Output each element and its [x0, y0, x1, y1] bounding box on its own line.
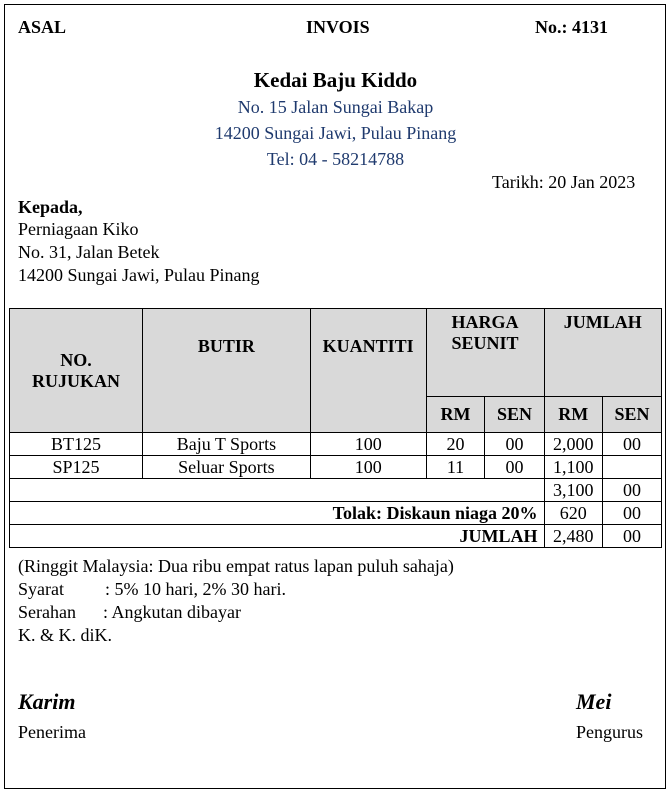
- table-row: [10, 456, 662, 479]
- invoice-table: [9, 308, 662, 548]
- grand-total-label: JUMLAH: [10, 525, 545, 548]
- shop-name: Kedai Baju Kiddo: [253, 68, 418, 92]
- col-header-price-rm: RM: [426, 397, 485, 433]
- col-header-price: HARGA SEUNIT: [426, 309, 544, 397]
- discount-rm: 620: [544, 502, 602, 525]
- shop-phone: Tel: 04 - 58214788: [266, 149, 405, 169]
- col-header-total: JUMLAH: [544, 309, 661, 397]
- recipient-address-2: 14200 Sungai Jawi, Pulau Pinang: [18, 265, 260, 285]
- row-item: Seluar Sports: [143, 456, 311, 479]
- row-total-rm: 2,000: [544, 433, 602, 456]
- receiver-signature: Karim: [18, 689, 76, 714]
- col-header-item: BUTIR: [143, 309, 311, 433]
- col-header-total-rm: RM: [544, 397, 602, 433]
- subtotal-rm: 3,100: [544, 479, 602, 502]
- errors-omissions: K. & K. diK.: [18, 625, 112, 645]
- row-price-rm: 11: [426, 456, 485, 479]
- invoice-date: Tarikh: 20 Jan 2023: [492, 172, 636, 192]
- shop-address-1: No. 15 Jalan Sungai Bakap: [237, 97, 434, 117]
- subtotal-row: [10, 479, 662, 502]
- recipient-label: Kepada,: [18, 197, 83, 217]
- row-ref: SP125: [10, 456, 143, 479]
- col-header-price-sen: SEN: [485, 397, 544, 433]
- terms-value: : 5% 10 hari, 2% 30 hari.: [105, 579, 286, 599]
- subtotal-sen: 00: [603, 479, 662, 502]
- row-total-rm: 1,100: [544, 456, 602, 479]
- row-total-sen: [603, 456, 662, 479]
- row-price-rm: 20: [426, 433, 485, 456]
- manager-signature: Mei: [576, 689, 612, 714]
- discount-label: Tolak: Diskaun niaga 20%: [10, 502, 545, 525]
- col-header-qty: KUANTITI: [310, 309, 426, 433]
- header-title: INVOIS: [306, 17, 370, 37]
- row-ref: BT125: [10, 433, 143, 456]
- terms-label: Syarat: [18, 579, 64, 599]
- grand-total-row: [10, 525, 662, 548]
- amount-in-words: (Ringgit Malaysia: Dua ribu empat ratus lapan puluh sahaja): [18, 556, 454, 576]
- grand-total-sen: 00: [603, 525, 662, 548]
- invoice-number: No.: 4131: [535, 17, 608, 37]
- row-item: Baju T Sports: [143, 433, 311, 456]
- discount-sen: 00: [603, 502, 662, 525]
- recipient-name: Perniagaan Kiko: [18, 219, 139, 239]
- manager-role: Pengurus: [576, 722, 643, 742]
- receiver-role: Penerima: [18, 722, 86, 742]
- row-total-sen: 00: [603, 433, 662, 456]
- row-price-sen: 00: [485, 456, 544, 479]
- row-qty: 100: [310, 433, 426, 456]
- discount-row: [10, 502, 662, 525]
- delivery-value: : Angkutan dibayar: [103, 602, 241, 622]
- grand-total-rm: 2,480: [544, 525, 602, 548]
- table-row: [10, 433, 662, 456]
- col-header-total-sen: SEN: [603, 397, 662, 433]
- row-price-sen: 00: [485, 433, 544, 456]
- row-qty: 100: [310, 456, 426, 479]
- col-header-ref: NO. RUJUKAN: [10, 309, 143, 433]
- shop-address-2: 14200 Sungai Jawi, Pulau Pinang: [214, 123, 457, 143]
- header-origin: ASAL: [18, 17, 67, 37]
- recipient-address-1: No. 31, Jalan Betek: [18, 242, 160, 262]
- delivery-label: Serahan: [18, 602, 76, 622]
